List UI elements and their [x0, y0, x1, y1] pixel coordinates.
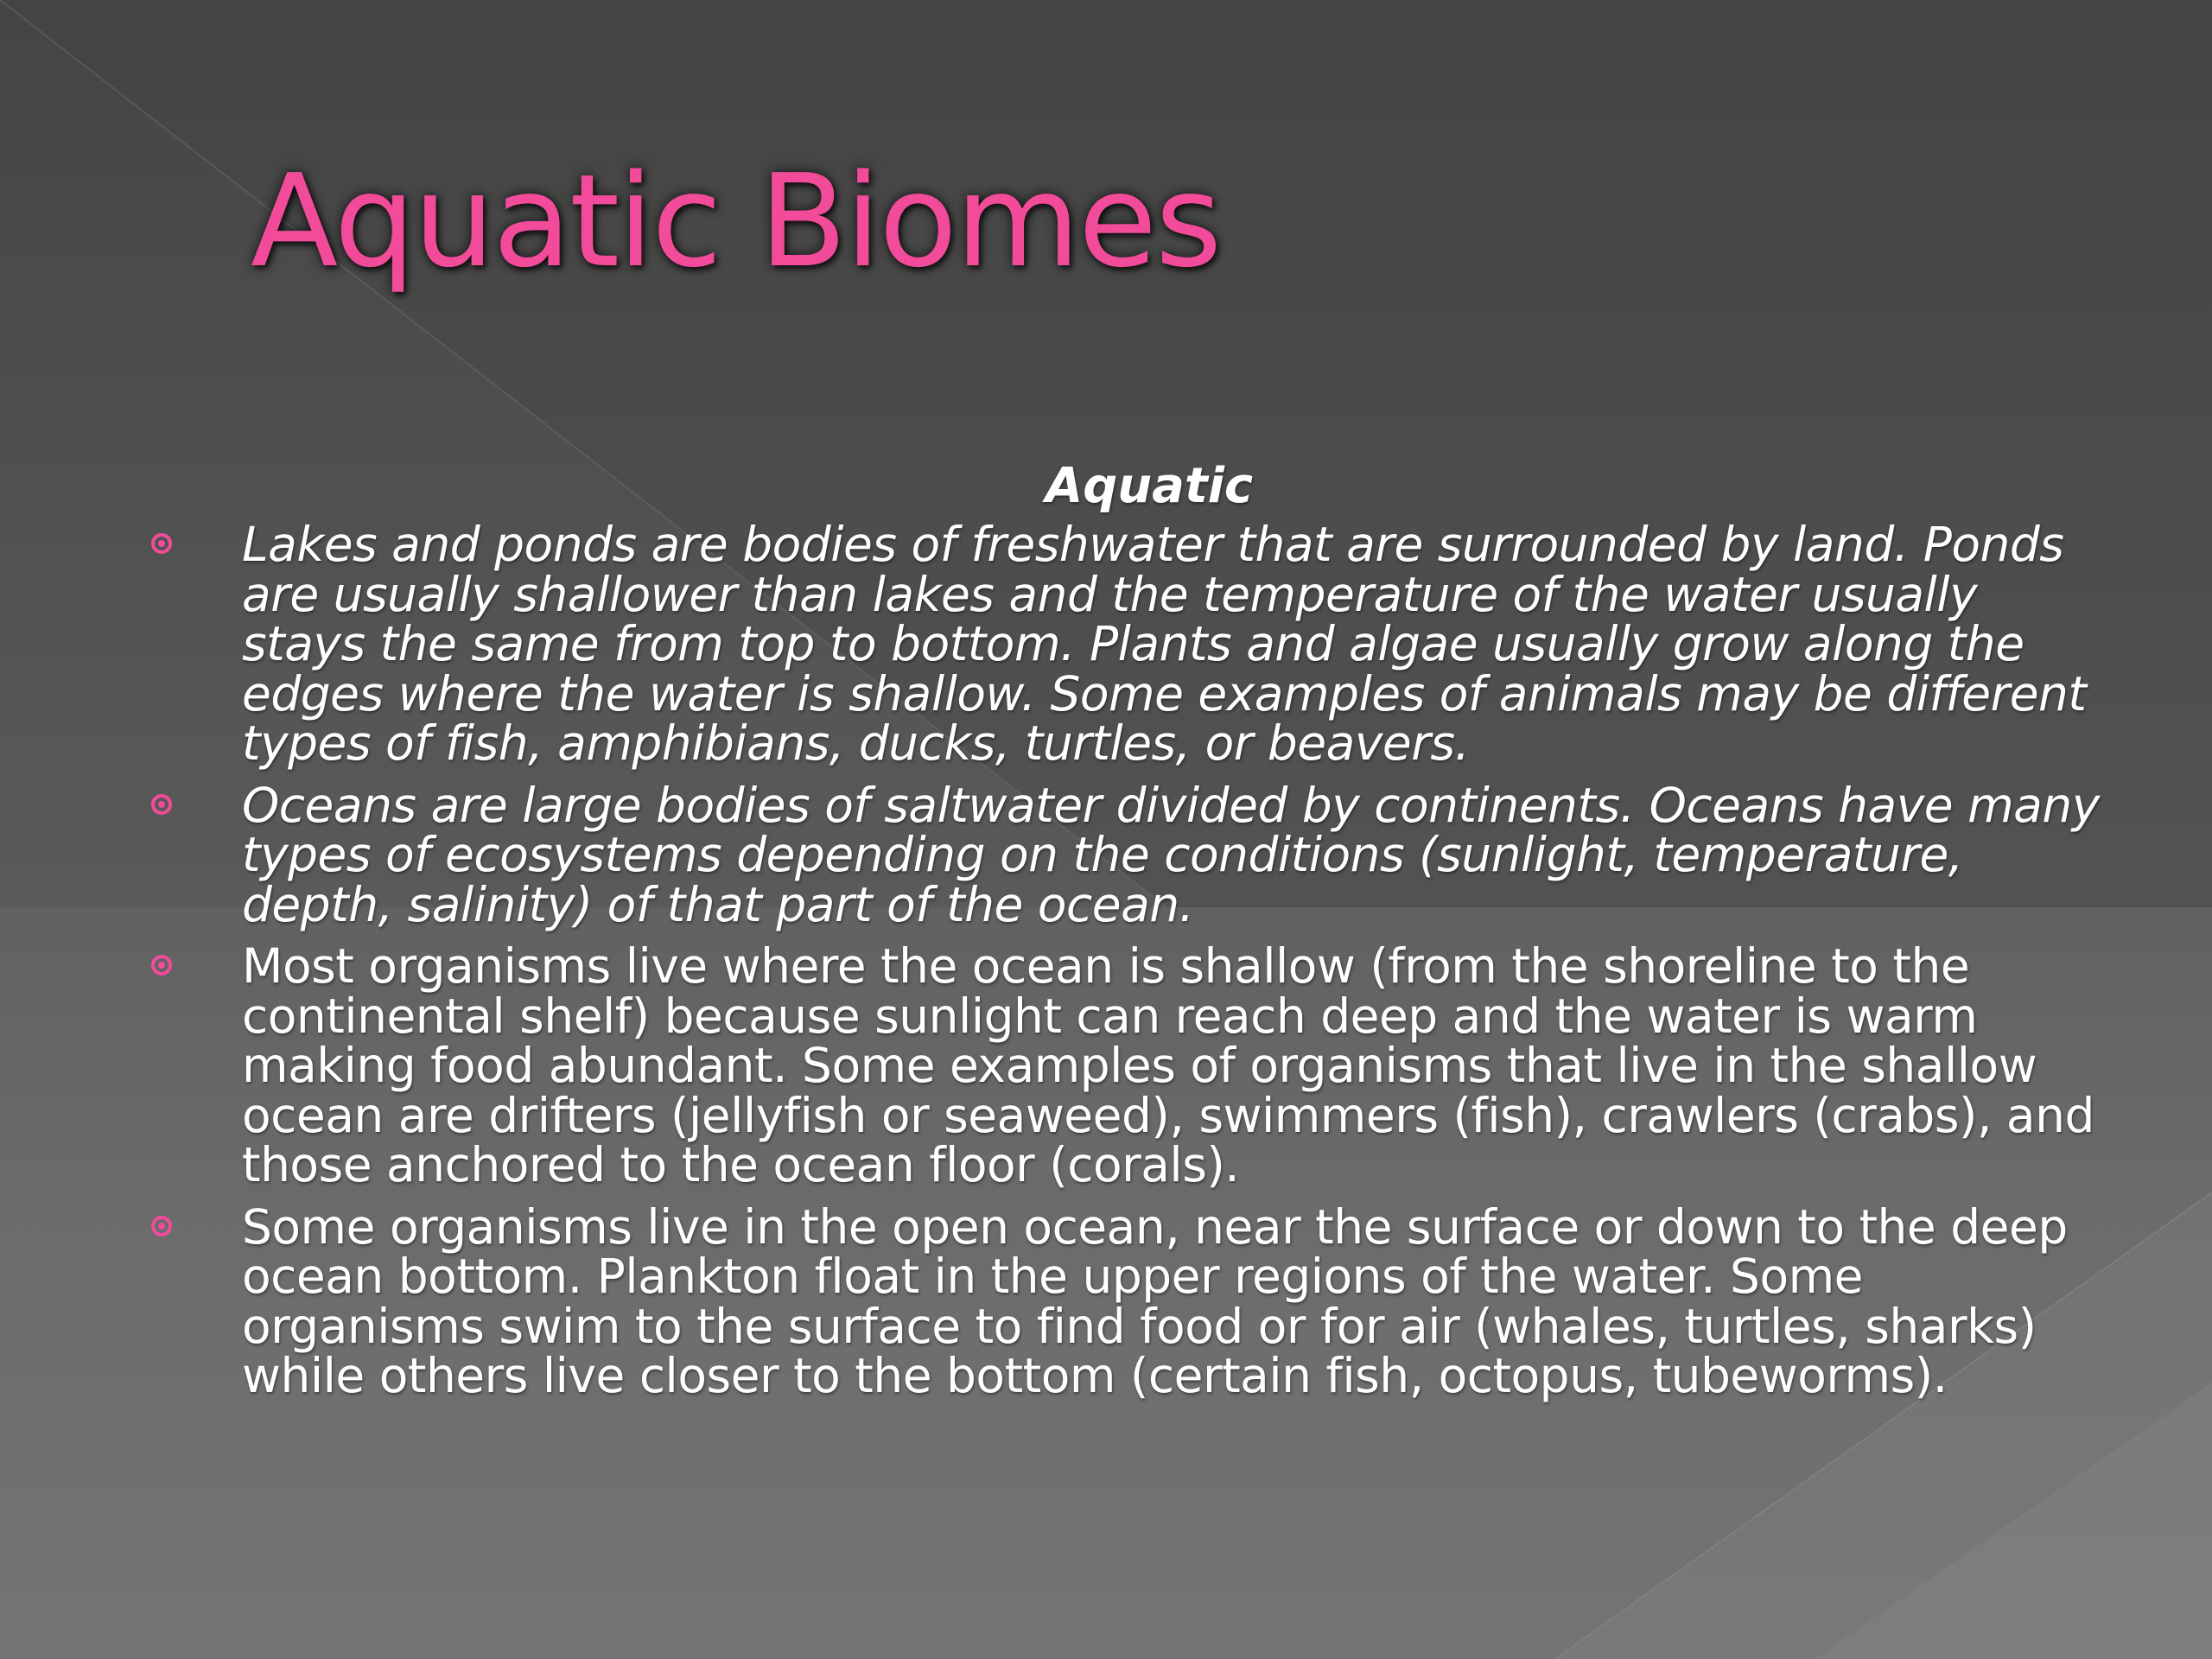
bullet-text: Lakes and ponds are bodies of freshwater that are surrounded by land. Ponds are usually shallower than lakes and the temperature of the water usually stays the same from top to bottom. Plants and algae usually grow along the edges where the water is shallow. Some examples of animals may be different types of fish, amphibians, ducks, turtles, or beavers.: [242, 517, 2087, 771]
slide-title: Aquatic Biomes: [251, 147, 1221, 296]
list-item: [147, 517, 2100, 771]
bullet-text: Oceans are large bodies of saltwater divided by continents. Oceans have many types of ecosystems depending on the conditions (sunlight, temperature, depth, salinity) of that part of the ocean.: [242, 777, 2100, 932]
section-subheading: Aquatic: [1045, 458, 1254, 514]
slide-content: [147, 456, 2100, 1414]
bullet-text: Most organisms live where the ocean is shallow (from the shoreline to the continental shelf) because sunlight can reach deep and the water is warm making food abundant. Some examples of organisms that live in the shallow ocean are drifters (jellyfish or seaweed), swimmers (fish), crawlers (crabs), and those anchored to the ocean floor (corals).: [242, 938, 2094, 1192]
list-item: [147, 777, 2100, 932]
circle-dot-bullet-icon: [151, 1216, 172, 1236]
circle-dot-bullet-icon: [151, 955, 172, 976]
circle-dot-bullet-icon: [151, 533, 172, 554]
bullet-text: Some organisms live in the open ocean, near the surface or down to the deep ocean bottom. Plankton float in the upper regions of the water. Some organisms swim to the surface to find food or for air (whales, turtles, sharks) while others live closer to the bottom (certain fish, octopus, tubeworms).: [242, 1198, 2068, 1403]
bullet-list: [147, 517, 2100, 1403]
list-item: [147, 938, 2100, 1192]
list-item: [147, 1198, 2100, 1403]
circle-dot-bullet-icon: [151, 794, 172, 815]
